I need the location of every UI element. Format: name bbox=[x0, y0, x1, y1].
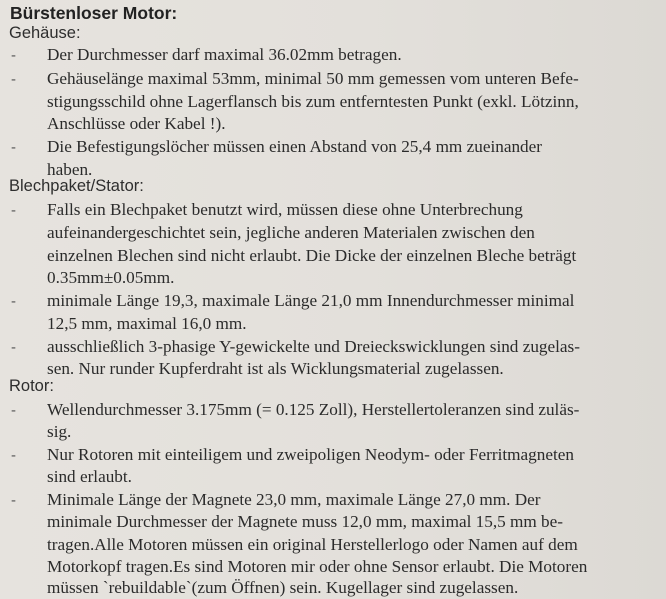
bullet-marker: - bbox=[11, 492, 16, 509]
text-line: sig. bbox=[47, 422, 72, 441]
text-line: 12,5 mm, maximal 16,0 mm. bbox=[47, 314, 247, 333]
text-line: minimale Länge 19,3, maximale Länge 21,0 mm Innendurchmesser minimal bbox=[47, 291, 575, 310]
text-line: einzelnen Blechen sind nicht erlaubt. Die Dicke der einzelnen Bleche beträgt bbox=[47, 246, 577, 265]
text-line: Die Befestigungslöcher müssen einen Abstand von 25,4 mm zueinander bbox=[47, 137, 542, 156]
text-line: tragen.Alle Motoren müssen ein original Herstellerlogo oder Namen auf dem bbox=[47, 535, 578, 554]
text-line: ausschließlich 3-phasige Y-gewickelte und Dreieckswicklungen sind zugelas- bbox=[47, 337, 580, 356]
bullet-marker: - bbox=[11, 447, 16, 464]
text-line: minimale Durchmesser der Magnete muss 12,0 mm, maximal 15,5 mm be- bbox=[47, 512, 563, 531]
section-heading-blechpaket-stator: Blechpaket/Stator: bbox=[9, 177, 144, 195]
text-line: Der Durchmesser darf maximal 36.02mm betragen. bbox=[47, 45, 402, 64]
section-heading-rotor: Rotor: bbox=[9, 377, 54, 395]
text-line: Nur Rotoren mit einteiligem und zweipoligen Neodym- oder Ferritmagneten bbox=[47, 445, 574, 464]
text-line: haben. bbox=[47, 160, 93, 179]
text-line: Wellendurchmesser 3.175mm (= 0.125 Zoll), Herstellertoleranzen sind zuläs- bbox=[47, 400, 580, 419]
text-line: aufeinandergeschichtet sein, jegliche anderen Materialen zwischen den bbox=[47, 223, 535, 242]
bullet-marker: - bbox=[11, 139, 16, 156]
text-line: Anschlüsse oder Kabel !). bbox=[47, 114, 226, 133]
bullet-marker: - bbox=[11, 339, 16, 356]
bullet-marker: - bbox=[11, 402, 16, 419]
text-line: sen. Nur runder Kupferdraht ist als Wicklungsmaterial zugelassen. bbox=[47, 359, 504, 378]
text-line: Gehäuselänge maximal 53mm, minimal 50 mm gemessen vom unteren Befe- bbox=[47, 69, 579, 88]
text-line: Motorkopf tragen.Es sind Motoren mir oder ohne Sensor erlaubt. Die Motoren bbox=[47, 557, 588, 576]
bullet-marker: - bbox=[11, 47, 16, 64]
text-line: sind erlaubt. bbox=[47, 467, 132, 486]
bullet-marker: - bbox=[11, 293, 16, 310]
bullet-marker: - bbox=[11, 71, 16, 88]
section-heading-gehaeuse: Gehäuse: bbox=[9, 24, 81, 42]
text-line: Falls ein Blechpaket benutzt wird, müssen diese ohne Unterbrechung bbox=[47, 200, 523, 219]
document-title: Bürstenloser Motor: bbox=[10, 3, 178, 23]
text-line: müssen `rebuildable`(zum Öffnen) sein. Kugellager sind zugelassen. bbox=[47, 578, 519, 597]
text-line: Minimale Länge der Magnete 23,0 mm, maximale Länge 27,0 mm. Der bbox=[47, 490, 541, 509]
bullet-marker: - bbox=[11, 202, 16, 219]
text-line: stigungsschild ohne Lagerflansch bis zum entferntesten Punkt (exkl. Lötzinn, bbox=[47, 92, 579, 111]
text-line: 0.35mm±0.05mm. bbox=[47, 268, 175, 287]
